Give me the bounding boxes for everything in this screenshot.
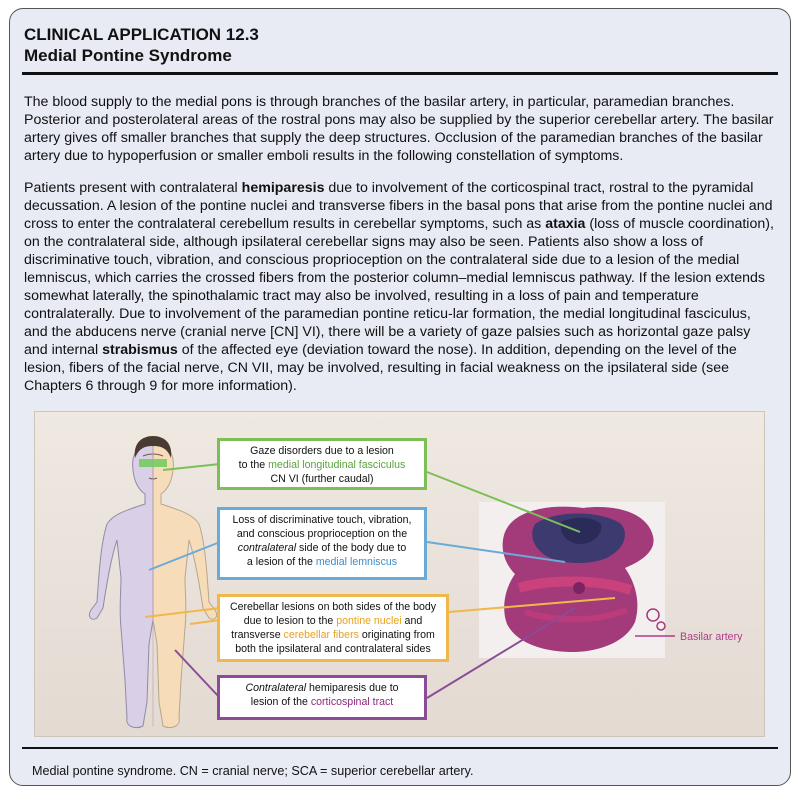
term-corticospinal-tract: corticospinal tract	[310, 696, 394, 708]
box-title	[24, 24, 259, 66]
blue-line-3	[225, 541, 419, 555]
p2-text-2: due to involvement of the corticospinal tract, rostral to the pyramidal decussation. A lesion of the pontine nuclei and transverse fibers in the basal pons that arise from the pontine nuclei and cross to enter the contralateral cerebellum results in cerebellar symptoms, such as	[24, 180, 773, 232]
blue-line-4	[225, 555, 419, 569]
p2-text-4: of the affected eye (deviation toward the nose). In addition, depending on the level of the lesion, fibers of the facial nerve, CN VII, may be involved, resulting in facial weakness on the ipsilateral side (see Chapters 6 through 9 for more information).	[24, 342, 737, 394]
orange-line-4: both the ipsilateral and contralateral sides	[235, 643, 431, 655]
term-mlf: medial longitudinal fasciculus	[268, 459, 406, 471]
term-medial-lemniscus: medial lemniscus	[315, 556, 398, 568]
green-line-1: Gaze disorders due to a lesion	[250, 445, 394, 457]
blue-line-4a: a lesion of the	[246, 556, 316, 568]
orange-line-3	[225, 628, 441, 642]
box-heading: CLINICAL APPLICATION 12.3	[24, 25, 259, 44]
orange-line-2	[225, 614, 441, 628]
figure-illustration	[34, 411, 765, 737]
clinical-application-box	[9, 8, 791, 786]
green-line-2a: to the	[238, 459, 269, 471]
purple-line-1b: hemiparesis due to	[306, 682, 399, 694]
p2-text-1: Patients present with contralateral	[24, 180, 242, 196]
orange-line-2c: and	[401, 615, 423, 627]
paragraph-symptoms	[24, 179, 776, 395]
blue-line-2: and conscious proprioception on the	[236, 528, 408, 540]
orange-line-3a: transverse	[231, 629, 284, 641]
green-line-2	[225, 458, 419, 472]
callout-sensory-loss	[217, 507, 427, 580]
caption-rule	[22, 747, 778, 749]
purple-line-1	[225, 681, 419, 695]
basilar-artery-label: Basilar artery	[680, 631, 743, 643]
leader-orange-right	[190, 620, 220, 624]
box-subtitle: Medial Pontine Syndrome	[24, 46, 232, 65]
orange-line-3c: originating from	[358, 629, 435, 641]
callout-hemiparesis	[217, 675, 427, 720]
term-pontine-nuclei: pontine nuclei	[336, 615, 402, 627]
term-hemiparesis: hemiparesis	[241, 180, 325, 196]
green-line-3: CN VI (further caudal)	[270, 473, 374, 485]
blue-line-1: Loss of discriminative touch, vibration,	[232, 514, 412, 526]
pons-section-image	[479, 502, 665, 658]
purple-line-1a: Contralateral	[245, 682, 307, 694]
title-rule	[22, 72, 778, 75]
paragraph-blood-supply: The blood supply to the medial pons is through branches of the basilar artery, in particular, paramedian branches. Posterior and posterolateral areas of the rostral pons may also be supplied by the superior cerebellar artery. The basilar artery gives off smaller branches that supply the deep structures. Occlusion of the paramedian branches of the basilar artery due to hypoperfusion or smaller emboli results in the following constellation of symptoms.	[24, 94, 774, 164]
blue-line-3a: contralateral	[237, 542, 297, 554]
term-cerebellar-fibers: cerebellar fibers	[283, 629, 359, 641]
p2-text-3: (loss of muscle coordination), on the contralateral side, although ipsilateral cerebellar signs may also be seen. Patients also show a loss of discriminative touch, vibration, and conscious proprioception on the contralateral side due to a lesion of the medial lemniscus, which carries the crossed fibers from the posterior column–medial lemniscus pathway. If the lesion extends somewhat laterally, the spinothalamic tract may also be involved, resulting in a loss of pain and temperature contralaterally. Due to involvement of the paramedian pontine reticu-lar formation, the medial longitudinal fasciculus, and the abducens nerve (cranial nerve [CN] VI), there will be a variety of gaze palsies such as horizontal gaze palsy and internal	[24, 216, 774, 358]
figure-caption: Medial pontine syndrome. CN = cranial nerve; SCA = superior cerebellar artery.	[32, 764, 474, 778]
body-figure	[89, 436, 216, 728]
orange-line-1: Cerebellar lesions on both sides of the body	[229, 601, 437, 613]
blue-line-3b: side of the body due to	[296, 542, 407, 554]
callout-gaze-disorders	[217, 438, 427, 490]
term-strabismus: strabismus	[102, 342, 178, 358]
term-ataxia: ataxia	[545, 216, 586, 232]
purple-line-2	[225, 695, 419, 709]
purple-line-2a: lesion of the	[250, 696, 311, 708]
callout-cerebellar-lesions	[217, 594, 449, 662]
orange-line-2a: due to lesion to the	[243, 615, 337, 627]
